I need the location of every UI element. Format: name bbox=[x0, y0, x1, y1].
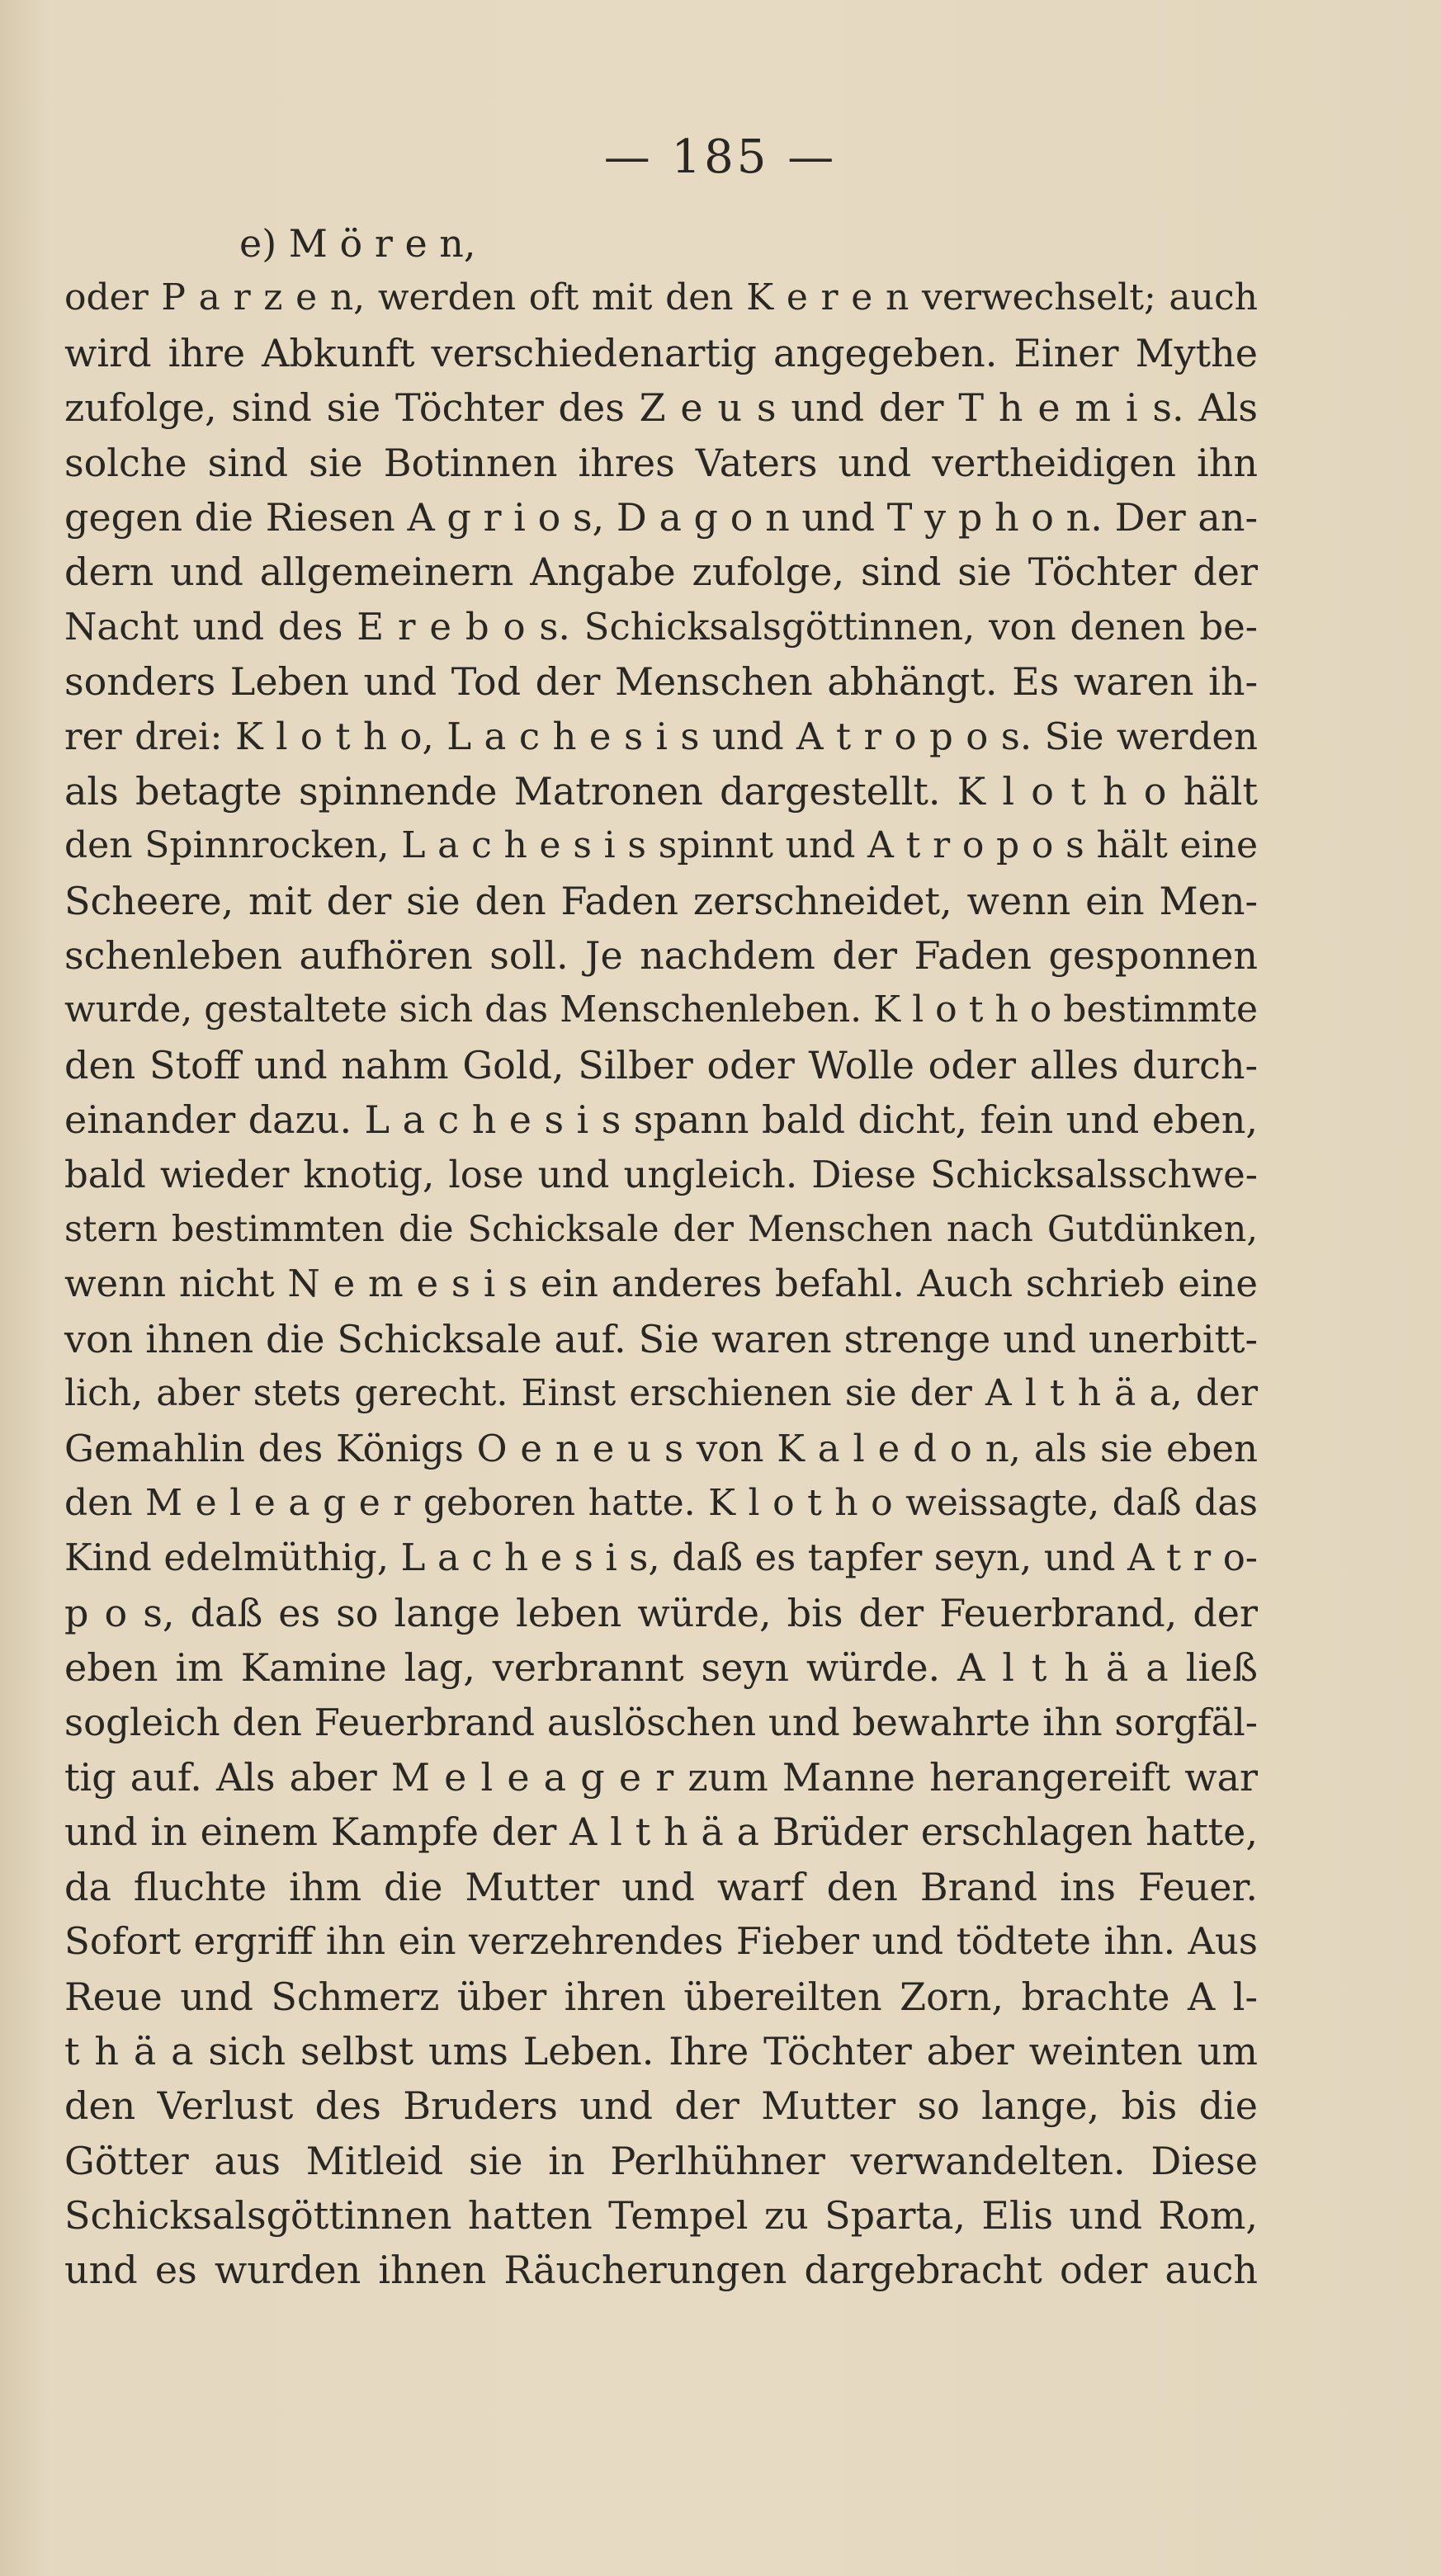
text-line: t h ä a sich selbst ums Leben. Ihre Töchter aber weinten um bbox=[64, 2028, 1258, 2074]
page-number: — 185 — bbox=[603, 130, 838, 184]
text-line: Götter aus Mitleid sie in Perlhühner verwandelten. Diese bbox=[64, 2138, 1258, 2183]
text-line: und es wurden ihnen Räucherungen dargebracht oder auch bbox=[64, 2248, 1258, 2293]
text-line: Scheere, mit der sie den Faden zerschneidet, wenn ein Men- bbox=[64, 878, 1258, 923]
text-line: da fluchte ihm die Mutter und warf den Brand ins Feuer. bbox=[64, 1864, 1258, 1909]
text-line: stern bestimmten die Schicksale der Menschen nach Gutdünken, bbox=[64, 1209, 1258, 1251]
text-line: gegen die Riesen A g r i o s, D a g o n und T y p h o n. Der an- bbox=[64, 494, 1258, 540]
text-line: Reue und Schmerz über ihren übereilten Zorn, brachte A l- bbox=[64, 1974, 1258, 2019]
text-line: als betagte spinnende Matronen dargestellt. K l o t h o hält bbox=[64, 768, 1258, 814]
text-line: wenn nicht N e m e s i s ein anderes befahl. Auch schrieb eine bbox=[64, 1262, 1258, 1306]
text-line: den Verlust des Bruders und der Mutter so lange, bis die bbox=[64, 2083, 1258, 2129]
text-line: bald wieder knotig, lose und ungleich. Diese Schicksalsschwe- bbox=[64, 1152, 1258, 1196]
text-line: lich, aber stets gerecht. Einst erschienen sie der A l t h ä a, der bbox=[64, 1372, 1258, 1415]
text-line: sonders Leben und Tod der Menschen abhängt. Es waren ih- bbox=[64, 659, 1258, 705]
text-line: Schicksalsgöttinnen hatten Tempel zu Sparta, Elis und Rom, bbox=[64, 2193, 1258, 2239]
text-line: rer drei: K l o t h o, L a c h e s i s und A t r o p o s. Sie werden bbox=[64, 714, 1258, 758]
text-line: und in einem Kampfe der A l t h ä a Brüder erschlagen hatte, bbox=[64, 1809, 1258, 1855]
body-text bbox=[64, 216, 1258, 2298]
text-line: den Spinnrocken, L a c h e s i s spinnt und A t r o p o s hält eine bbox=[64, 824, 1258, 867]
text-line: einander dazu. L a c h e s i s spann bald dicht, fein und eben, bbox=[64, 1097, 1258, 1143]
text-line: solche sind sie Botinnen ihres Vaters und vertheidigen ihn bbox=[64, 440, 1258, 485]
section-heading: e) M ö r e n, bbox=[239, 221, 476, 266]
text-line: Gemahlin des Königs O e n e u s von K a l e d o n, als sie eben bbox=[64, 1426, 1258, 1470]
text-line: schenleben aufhören soll. Je nachdem der Faden gesponnen bbox=[64, 933, 1258, 979]
text-line: wird ihre Abkunft verschiedenartig angegeben. Einer Mythe bbox=[64, 330, 1258, 375]
text-line: den Stoff und nahm Gold, Silber oder Wolle oder alles durch- bbox=[64, 1042, 1258, 1087]
text-line: tig auf. Als aber M e l e a g e r zum Manne herangereift war bbox=[64, 1754, 1258, 1800]
text-line: von ihnen die Schicksale auf. Sie waren strenge und unerbitt- bbox=[64, 1316, 1258, 1361]
text-line: p o s, daß es so lange leben würde, bis der Feuerbrand, der bbox=[64, 1590, 1258, 1635]
text-line: oder P a r z e n, werden oft mit den K e r e n verwechselt; auch bbox=[64, 276, 1258, 319]
text-line: Nacht und des E r e b o s. Schicksalsgöttinnen, von denen be- bbox=[64, 604, 1258, 649]
text-line: eben im Kamine lag, verbrannt seyn würde. A l t h ä a ließ bbox=[64, 1645, 1258, 1691]
text-line: den M e l e a g e r geboren hatte. K l o t h o weissagte, daß das bbox=[64, 1481, 1258, 1524]
text-line: Kind edelmüthig, L a c h e s i s, daß es tapfer seyn, und A t r o- bbox=[64, 1536, 1258, 1580]
text-line: dern und allgemeinern Angabe zufolge, sind sie Töchter der bbox=[64, 550, 1258, 595]
text-line: sogleich den Feuerbrand auslöschen und bewahrte ihn sorgfäl- bbox=[64, 1700, 1258, 1744]
text-line: wurde, gestaltete sich das Menschenleben. K l o t h o bestimmte bbox=[64, 988, 1258, 1031]
text-line: zufolge, sind sie Töchter des Z e u s und der T h e m i s. Als bbox=[64, 385, 1258, 431]
text-line: Sofort ergriff ihn ein verzehrendes Fieber und tödtete ihn. Aus bbox=[64, 1919, 1258, 1964]
